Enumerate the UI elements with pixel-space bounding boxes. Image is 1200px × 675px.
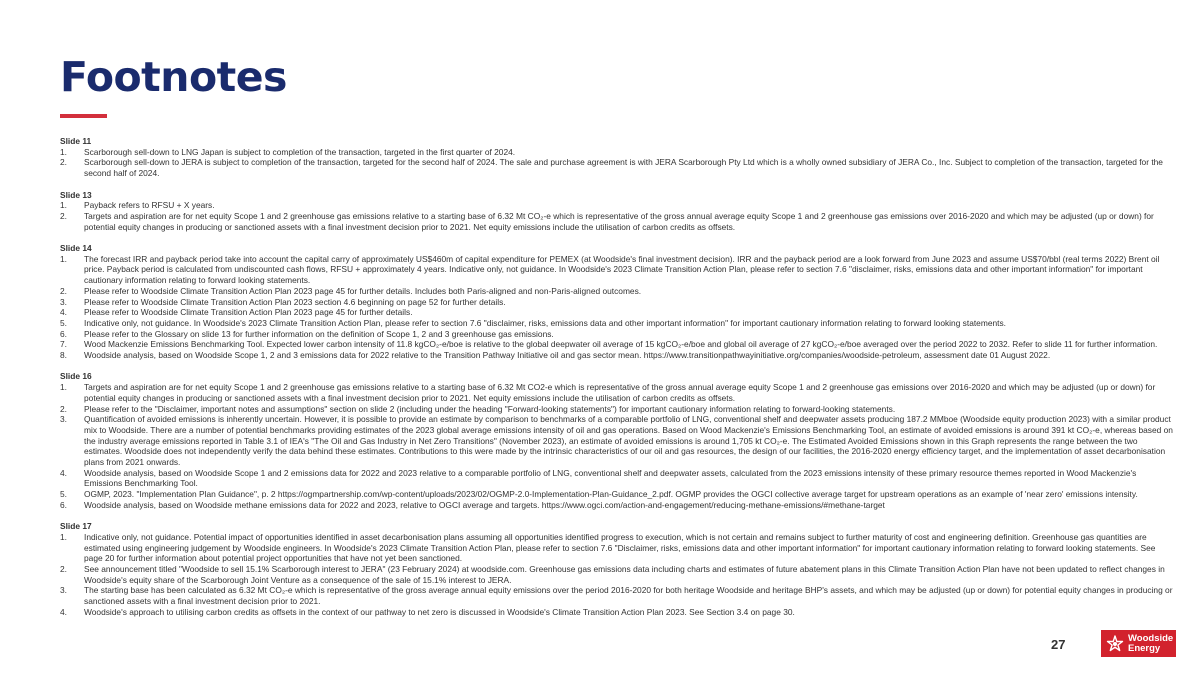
section-heading: Slide 11 [60,136,92,146]
footnote-text: See announcement titled "Woodside to sell 15.1% Scarborough interest to JERA" (23 February 2024) at woodside.com. Greenhouse gas emissions data including charts and estimates of future abatement plans in this Climate Transition Action Plan have not been updated to reflect changes in Woodside's equity share of the Scarborough Joint Venture as a consequence of the sale of 15.1% interest to JERA. [84,564,1165,585]
footnote-item [60,468,1175,489]
footnote-item [60,254,1175,286]
page-number: 27 [1051,637,1066,652]
footnote-number: 2. [60,285,67,296]
section-heading: Slide 17 [60,521,92,532]
footnote-item [60,339,1175,350]
footnote-list [60,200,1175,232]
footnote-item [60,489,1175,500]
footnote-text: Payback refers to RFSU + X years. [84,200,215,211]
section-heading: Slide 13 [60,189,92,200]
woodside-mark-icon [1105,635,1125,653]
footnote-number: 3. [60,414,67,425]
footnote-number: 5. [60,317,67,328]
section-heading: Slide 14 [60,243,92,253]
footnote-text: Please refer to the Glossary on slide 13 for further information on the definition of Scope 1, 2 and 3 greenhouse gas emissions. [84,328,554,339]
footnote-number: 1. [60,531,67,542]
footnote-section [60,136,1175,179]
footnote-item [60,350,1175,361]
footnote-section [60,243,1175,361]
footnote-text: Indicative only, not guidance. In Woodside's 2023 Climate Transition Action Plan, please refer to section 7.6 "disclaimer, risks, emissions data and other important information" for important cautionary information relating to forward looking statements. [84,317,1006,328]
footnote-item [60,564,1175,585]
footnote-list [60,147,1175,179]
footnote-number: 2. [60,564,67,575]
footnote-text: Indicative only, not guidance. Potential impact of opportunities identified in asset decarbonisation plans assuming all opportunities identified progress to execution, which is not certain and remains subject to further maturity of cost and engineering definition. Greenhouse gas quantities are estimated using engineering judgement by Woodside engineers. In Woodside's 2023 Climate Transition Action Plan, please refer to section 7.6 "Disclaimer, risks, emissions data and other important information" for important cautionary information relating to forward looking statements. See page 20 for further information about potential project opportunities that have not yet been sanctioned. [84,531,1156,564]
footnote-section [60,521,1175,617]
footnote-item [60,404,1175,415]
title-underline [60,114,107,118]
footnote-text: Targets and aspiration are for net equity Scope 1 and 2 greenhouse gas emissions relative to a starting base of 6.32 Mt CO2-e which is representative of the gross annual average equity Scope 1 and 2 greenhouse gas emissions over 2016-2020 and which may be adjusted (up or down) for potential equity changes in producing or sanctioned assets with a final investment decision prior to 2021. Net equity emissions include the utilisation of carbon credits as offsets. [84,382,1156,403]
footnote-number: 5. [60,489,67,500]
footnote-number: 3. [60,296,67,307]
footnote-list [60,382,1175,510]
footnote-text: Please refer to Woodside Climate Transition Action Plan 2023 page 45 for further details. Includes both Paris-aligned and non-Paris-aligned outcomes. [84,285,642,296]
footnote-text: The starting base has been calculated as 6.32 Mt CO₂-e which is representative of the gross average annual equity emissions over the period 2016-2020 for both heritage Woodside and heritage BHP's assets, and which may be adjusted (up or down) for potential equity changes in producing or sanctioned assets with a final investment decision prior to 2021. [84,585,1173,607]
footnote-item [60,157,1175,178]
footnote-text: Woodside analysis, based on Woodside methane emissions data for 2022 and 2023, relative to OGCI average and targets. https://www.ogci.com/action-and-engagement/reducing-methane-emissions/#methane-target [84,499,885,510]
footnote-number: 1. [60,382,67,393]
footnote-text: Woodside's approach to utilising carbon credits as offsets in the context of our pathway to net zero is discussed in Woodside's Climate Transition Action Plan 2023. See Section 3.4 on page 30. [84,606,795,617]
footnote-number: 2. [60,157,67,168]
footnote-text: Scarborough sell-down to LNG Japan is subject to completion of the transaction, targeted in the first quarter of 2024. [84,146,516,157]
footnote-item [60,414,1175,468]
footnote-section [60,371,1175,510]
footnote-number: 2. [60,403,67,414]
footnote-item [60,297,1175,308]
logo-line-2: Energy [1128,642,1161,654]
footnote-item [60,211,1175,232]
footnote-number: 1. [60,253,67,264]
footnote-item [60,532,1175,564]
footnote-number: 1. [60,146,67,157]
footnote-item [60,500,1175,511]
footnote-item [60,200,1175,211]
page-title: Footnotes [60,53,287,101]
footnote-list [60,254,1175,361]
footnote-item [60,147,1175,158]
footnote-text: Wood Mackenzie Emissions Benchmarking Tool. Expected lower carbon intensity of 11.8 kgCO₂-e/boe is relative to the global deepwater oil average of 15 kgCO₂-e/boe and global oil average of 27 kgCO₂-e/boe averaged over the period 2022 to 2032. Refer to slide 11 for further information. [84,339,1158,350]
footnote-item [60,307,1175,318]
footnote-number: 1. [60,200,67,211]
footnote-number: 2. [60,210,67,221]
footnote-item [60,607,1175,618]
footnote-number: 3. [60,585,67,596]
footnote-number: 4. [60,606,67,617]
footnote-item [60,382,1175,403]
footnote-item [60,286,1175,297]
footnote-item [60,585,1175,606]
footnote-number: 4. [60,467,67,478]
footnote-text: Please refer to Woodside Climate Transition Action Plan 2023 section 4.6 beginning on page 52 for further details. [84,296,506,307]
footnote-text: Please refer to the "Disclaimer, important notes and assumptions" section on slide 2 (including under the heading "Forward-looking statements") for important cautionary information relating to forward-looking statements. [84,403,896,414]
footnote-section [60,190,1175,233]
footnote-number: 6. [60,328,67,339]
woodside-energy-logo [1101,630,1176,657]
footnote-text: Quantification of avoided emissions is inherently uncertain. However, it is possible to provide an estimate by comparison to benchmarks of a comparable portfolio of LNG, conventional shelf and deepwater assets producing 187.2 MMboe (Woodside equity production 2023) with a similar product mix to Woodside. There are a number of potential benchmarks providing estimates of the 2023 global average emissions intensity of oil and gas operations. Based on Wood Mackenzie's Emissions Benchmarking Tool, an estimate of avoided emissions is around 391 kt CO₂-e, whereas based on the industry average emissions reported in Table 3.1 of IEA's "The Oil and Gas Industry in Net Zero Transitions" (November 2023), an estimate of avoided emissions is around 1,705 kt CO₂-e. The Estimated Avoided Emissions shown in this Graph represents the range between the two estimates. Woodside does not independently verify the data behind these estimates. Contributions to this were made by the intrinsic characteristics of our oil and gas resources, the design of our facilities, the 2016-2020 energy efficiency target, and the implementation of asset decarbonisation plans from 2021 onwards. [84,414,1173,468]
footnote-text: Please refer to Woodside Climate Transition Action Plan 2023 page 45 for further details. [84,307,413,318]
footnote-text: OGMP, 2023. "Implementation Plan Guidance", p. 2 https://ogmpartnership.com/wp-content/uploads/2023/02/OGMP-2.0-Implementation-Plan-Guidance_2.pdf. OGMP provides the OGCI collective average target for upstream operations as an example of 'near zero' emissions intensity. [84,489,1138,500]
footnote-number: 7. [60,339,67,350]
footnote-text: Woodside analysis, based on Woodside Scope 1 and 2 emissions data for 2022 and 2023 relative to a comparable portfolio of LNG, conventional shelf and deepwater assets, calculated from the 2023 emissions intensity of these primary resource themes reported in Wood Mackenzie's Emissions Benchmarking Tool. [84,467,1137,489]
footnote-text: The forecast IRR and payback period take into account the capital carry of approximately US$460m of capital expenditure for PEMEX (at Woodside's final investment decision). IRR and the payback period are a look forward from June 2023 and assume US$70/bbl (real terms 2022) Brent oil price. Payback period is calculated from undiscounted cash flows, RFSU + approximately 4 years. Indicative only, not guidance. In Woodside's 2023 Climate Transition Action Plan, please refer to section 7.6 "disclaimer, risks, emissions data and other important information" for important cautionary information relating to forward looking statements. [84,253,1160,286]
footnote-item [60,318,1175,329]
logo-line-1: Woodside [1128,633,1174,644]
section-heading: Slide 16 [60,371,92,382]
footnote-text: Woodside analysis, based on Woodside Scope 1, 2 and 3 emissions data for 2022 relative to the Transition Pathway Initiative oil and gas sector mean. https://www.transitionpathwayinitiative.org/companies/woodside-petroleum, assessment date 01 August 2022. [84,350,1051,361]
footnote-list [60,532,1175,618]
footnote-number: 6. [60,499,67,510]
footnote-number: 8. [60,350,67,361]
footnote-number: 4. [60,307,67,318]
footnotes-body [60,136,1175,628]
footnote-text: Scarborough sell-down to JERA is subject to completion of the transaction, targeted for the second half of 2024. The sale and purchase agreement is with JERA Scarborough Pty Ltd which is a wholly owned subsidiary of JERA Co., Inc. Subject to completion of the transaction, targeted for the second half of 2024. [84,157,1163,179]
footnote-item [60,329,1175,340]
footnote-text: Targets and aspiration are for net equity Scope 1 and 2 greenhouse gas emissions relative to a starting base of 6.32 Mt CO₂-e which is representative of the gross annual average equity Scope 1 and 2 greenhouse gas emissions over 2016-2020 and which may be adjusted (up or down) for potential equity changes in producing or sanctioned assets with a final investment decision prior to 2021. Net equity emissions include the utilisation of carbon credits as offsets. [84,210,1154,232]
